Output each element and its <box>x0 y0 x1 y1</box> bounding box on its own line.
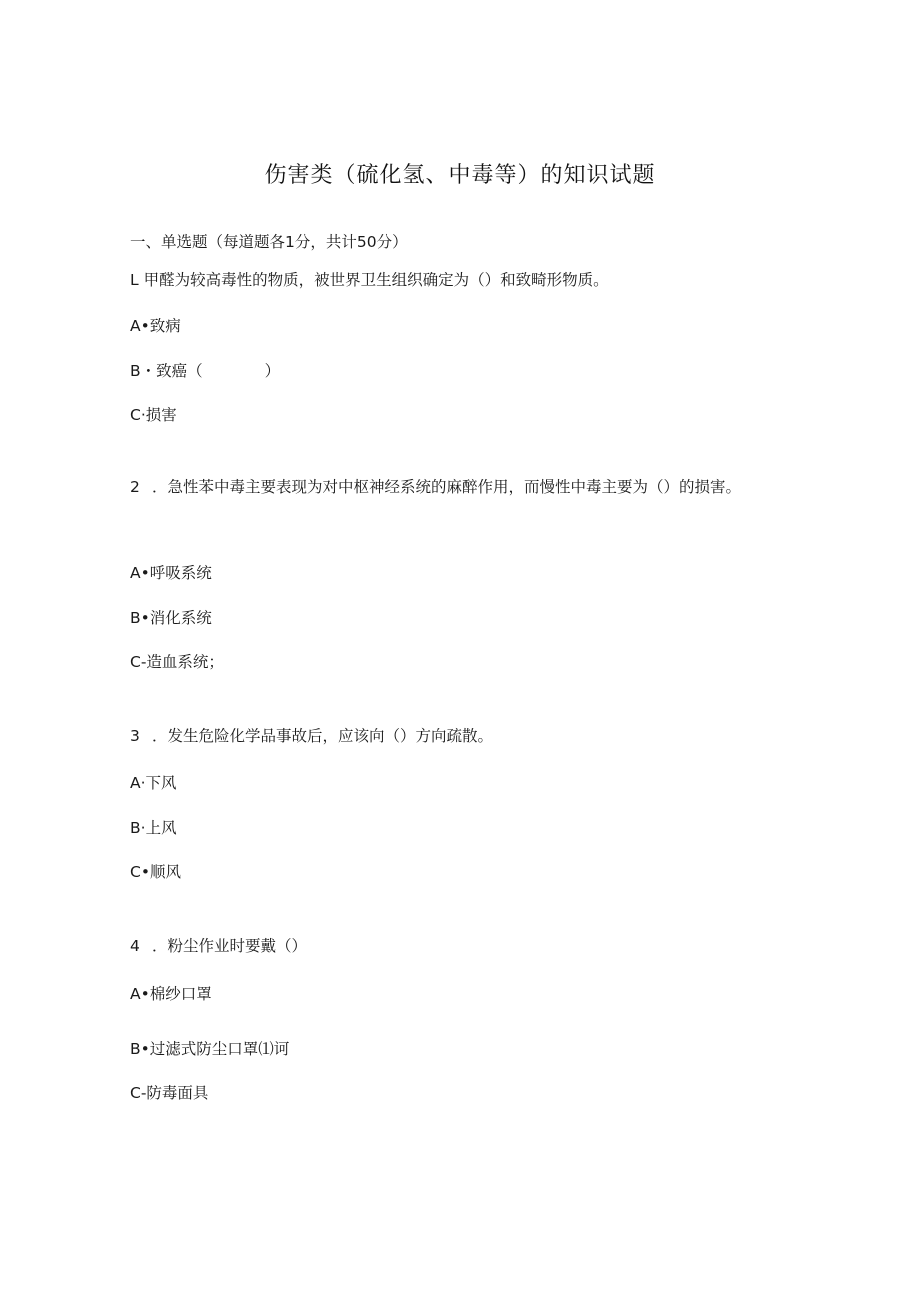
option-text: 致癌（ <box>156 362 203 380</box>
section-heading: 一、单选题（每道题各1分，共计50分） <box>130 233 408 251</box>
question-3-option-a <box>130 771 177 793</box>
question-2-text: ．急性苯中毒主要表现为对中枢神经系统的麻醉作用，而慢性中毒主要为（）的损害。 <box>152 478 742 496</box>
question-1 <box>130 268 609 290</box>
option-suffix: ） <box>264 362 281 380</box>
option-prefix: A· <box>130 774 146 792</box>
question-3-option-b <box>130 816 177 838</box>
option-text: 棉纱口罩 <box>149 985 212 1003</box>
question-2-option-a <box>130 561 212 583</box>
question-1-option-c <box>130 403 177 425</box>
question-4-text: ．粉尘作业时要戴（） <box>152 937 308 955</box>
question-3 <box>130 724 493 746</box>
question-1-option-a <box>130 314 181 336</box>
option-text: 过滤式防尘口罩⑴诃 <box>149 1040 290 1058</box>
option-prefix: C· <box>130 406 146 424</box>
question-1-text: 甲醛为较高毒性的物质，被世界卫生组织确定为（）和致畸形物质。 <box>143 271 609 289</box>
question-4 <box>130 934 307 956</box>
option-prefix: A• <box>130 985 150 1003</box>
question-1-option-b <box>130 359 280 381</box>
option-prefix: B• <box>130 609 150 627</box>
question-4-option-a <box>130 982 212 1004</box>
question-4-option-c <box>130 1081 208 1103</box>
option-prefix: A• <box>130 317 150 335</box>
option-text: 消化系统 <box>149 609 212 627</box>
option-prefix: B• <box>130 1040 150 1058</box>
question-1-number: L <box>130 271 139 289</box>
option-text: 下风 <box>145 774 177 792</box>
question-3-text: ．发生危险化学品事故后，应该向（）方向疏散。 <box>152 727 494 745</box>
option-text: 上风 <box>145 819 177 837</box>
question-2-option-b <box>130 606 212 628</box>
option-text: 防毒面具 <box>146 1084 209 1102</box>
question-4-option-b <box>130 1037 289 1059</box>
option-text: 损害 <box>145 406 177 424</box>
option-prefix: B· <box>130 819 146 837</box>
option-prefix: C• <box>130 863 150 881</box>
question-4-number: 4 <box>130 937 140 955</box>
option-prefix: C- <box>130 1084 147 1102</box>
option-text: 造血系统； <box>146 653 224 671</box>
question-2-option-c <box>130 650 224 672</box>
question-2 <box>130 470 770 504</box>
option-text: 顺风 <box>149 863 181 881</box>
document-title: 伤害类（硫化氢、中毒等）的知识试题 <box>264 163 656 188</box>
option-prefix: C- <box>130 653 147 671</box>
question-2-number: 2 <box>130 478 140 496</box>
question-3-number: 3 <box>130 727 140 745</box>
option-prefix: A• <box>130 564 150 582</box>
option-text: 致病 <box>149 317 181 335</box>
question-3-option-c <box>130 860 181 882</box>
option-prefix: B・ <box>130 362 157 380</box>
option-text: 呼吸系统 <box>149 564 212 582</box>
